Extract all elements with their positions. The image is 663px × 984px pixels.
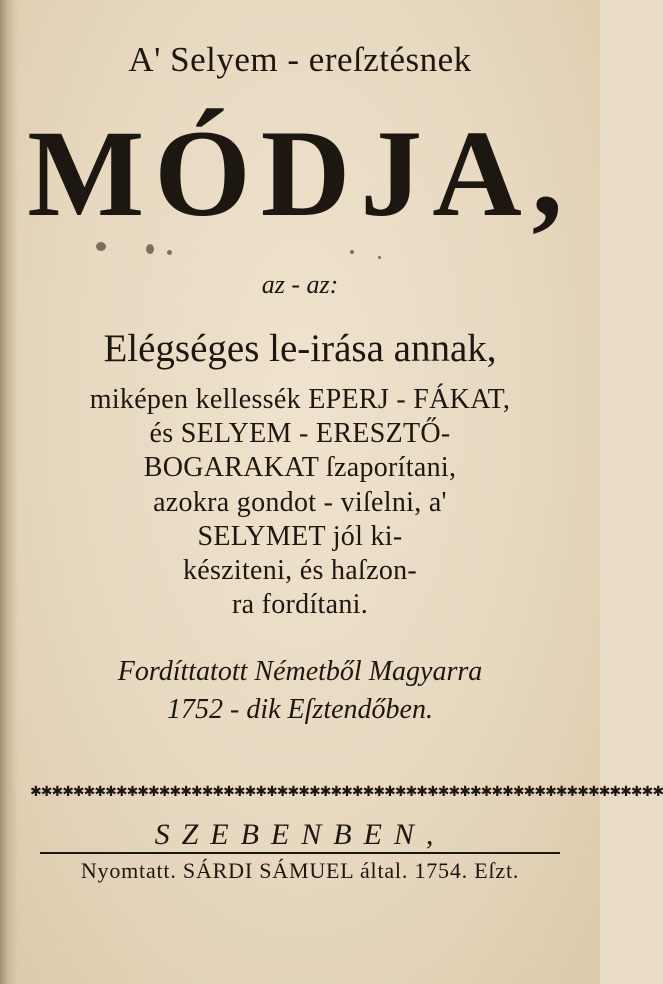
place-of-printing: SZEBENBEN, [154,818,446,851]
subtitle-line: és SELYEM - ERESZTŐ- [149,418,451,449]
subtitle-line: ra fordítani. [231,589,369,620]
ink-spot [96,242,106,251]
title-main: MÓDJA, [27,105,573,242]
divider-rule [40,852,560,854]
translation-note: Fordíttatott Németből Magyarra [117,656,483,687]
imprint: Nyomtatt. SÁRDI SÁMUEL által. 1754. Eſzt. [80,858,520,883]
ink-spot [350,250,354,254]
subtitle-line: azokra gondot - viſelni, a' [153,487,447,518]
title-connector: az - az: [261,270,339,299]
ornament-border: ✱✱✱✱✱✱✱✱✱✱✱✱✱✱✱✱✱✱✱✱✱✱✱✱✱✱✱✱✱✱✱✱✱✱✱✱✱✱✱✱✱✱✱✱✱✱✱✱✱✱✱✱✱✱✱✱✱✱✱ [30,784,663,800]
subtitle-line: SELYMET jól ki- [197,521,403,552]
subtitle-line: miképen kellessék EPERJ - FÁKAT, [89,384,511,415]
translation-year: 1752 - dik Eſztendőben. [167,694,433,725]
ink-spot [378,256,381,259]
subtitle-line: BOGARAKAT ſzaporítani, [143,452,457,483]
subtitle-line: késziteni, és haſzon- [182,555,418,586]
ink-spot [146,244,154,254]
title-line-1: A' Selyem - ereſztésnek [128,40,472,79]
ink-spot [167,250,172,255]
subtitle-heading: Elégséges le-irása annak, [103,327,497,370]
